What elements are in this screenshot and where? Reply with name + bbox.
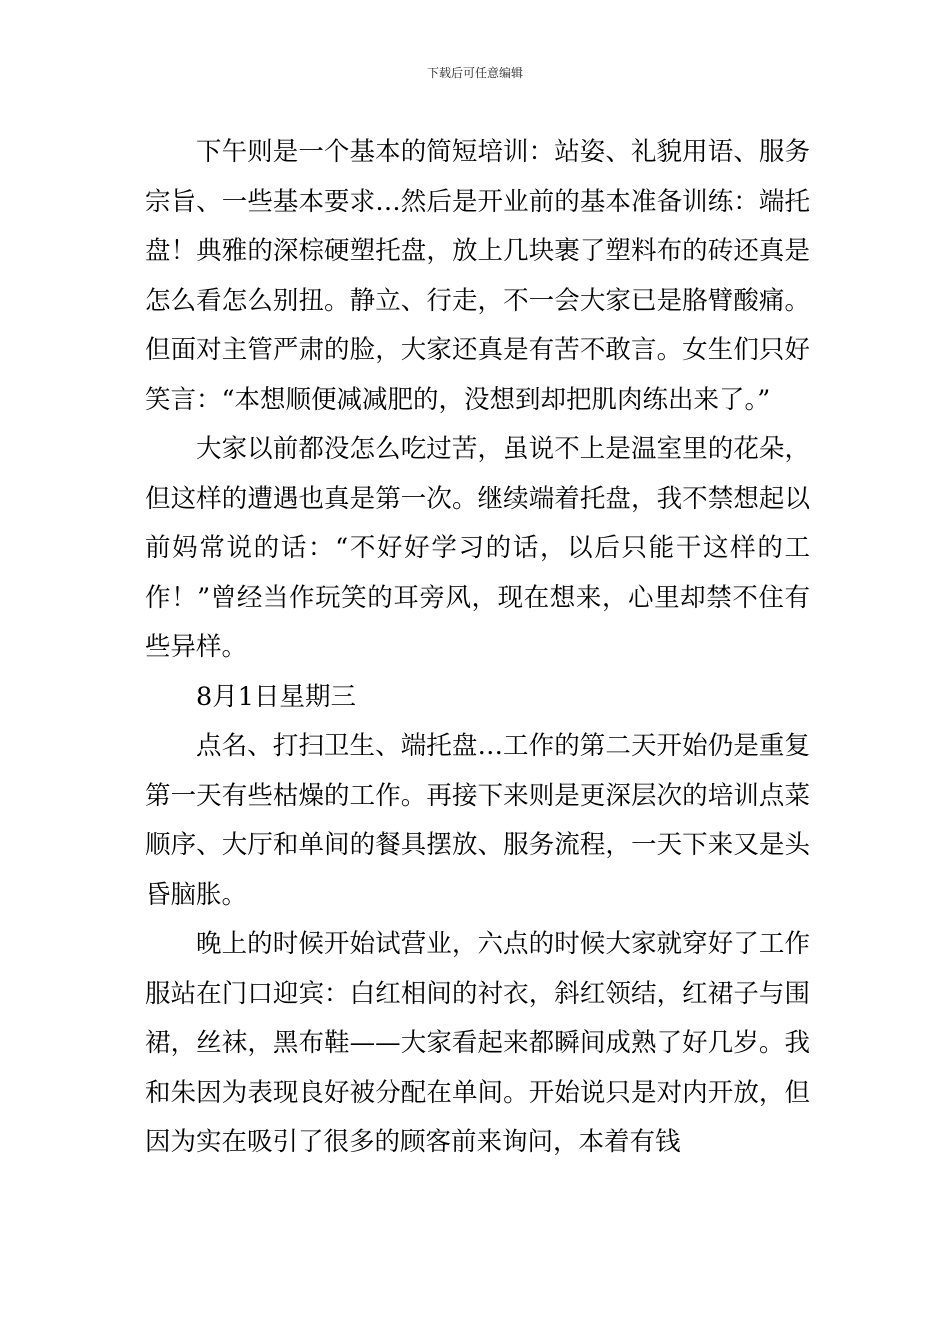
paragraph-second-day: 点名、打扫卫生、端托盘…工作的第二天开始仍是重复第一天有些枯燥的工作。再接下来则是更深层次的培训点菜顺序、大厅和单间的餐具摆放、服务流程，一天下来又是头昏脑胀。 bbox=[145, 731, 810, 910]
paragraph-reflection: 大家以前都没怎么吃过苦，虽说不上是温室里的花朵，但这样的遭遇也真是第一次。继续端着托盘，我不禁想起以前妈常说的话：“不好好学习的话，以后只能干这样的工作！”曾经当作玩笑的耳旁风，现在想来，心里却禁不住有些异样。 bbox=[145, 434, 810, 662]
document-body bbox=[145, 128, 810, 1168]
paragraph-training: 下午则是一个基本的简短培训：站姿、礼貌用语、服务宗旨、一些基本要求…然后是开业前的基本准备训练：端托盘！典雅的深棕硬塑托盘，放上几块裹了塑料布的砖还真是怎么看怎么别扭。静立、行走，不一会大家已是胳臂酸痛。但面对主管严肃的脸，大家还真是有苦不敢言。女生们只好笑言：“本想顺便减减肥的，没想到却把肌肉练出来了。” bbox=[145, 137, 810, 415]
page-header: 下载后可任意编辑 bbox=[426, 66, 523, 80]
paragraph-trial-opening: 晚上的时候开始试营业，六点的时候大家就穿好了工作服站在门口迎宾：白红相间的衬衣，斜红领结，红裙子与围裙，丝袜，黑布鞋——大家看起来都瞬间成熟了好几岁。我和朱因为表现良好被分配在单间。开始说只是对内开放，但因为实在吸引了很多的顾客前来询问，本着有钱 bbox=[145, 929, 810, 1157]
date-heading: 8月1日星期三 bbox=[196, 681, 356, 712]
